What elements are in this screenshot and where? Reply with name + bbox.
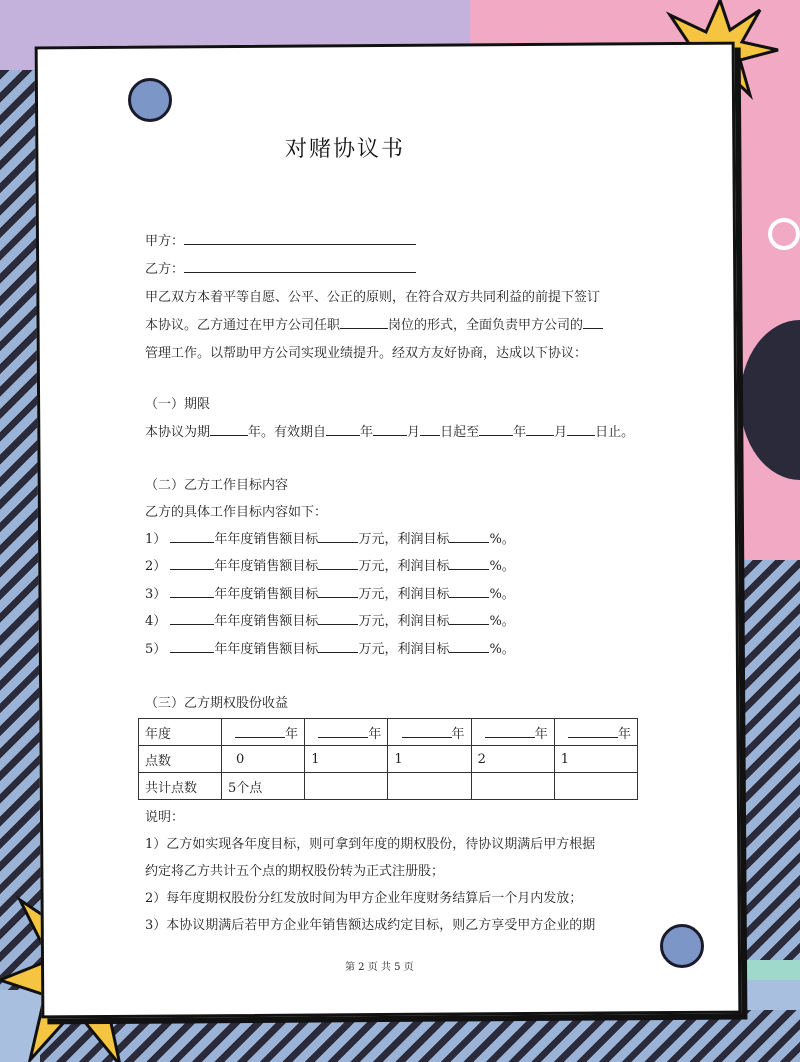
party-a-blank[interactable]	[184, 232, 416, 245]
note-line: 3）本协议期满后若甲方企业年销售额达成约定目标，则乙方享受甲方企业的期	[145, 918, 596, 933]
target-text: 年年度销售额目标	[214, 642, 319, 657]
table-cell: 0	[222, 746, 305, 773]
blank[interactable]	[479, 423, 513, 436]
target-text: 万元，利润目标	[358, 642, 450, 657]
table-cell	[388, 773, 471, 800]
target-num: 4）	[145, 614, 167, 629]
blank[interactable]	[526, 423, 554, 436]
profit-blank[interactable]	[449, 557, 489, 570]
target-text: 年年度销售额目标	[214, 532, 319, 547]
table-row	[139, 746, 638, 773]
note-line: 2）每年度期权股份分红发放时间为甲方企业年度财务结算后一个月内发放；	[145, 891, 583, 906]
blank[interactable]	[326, 423, 360, 436]
party-a-line	[145, 230, 416, 249]
term-text: 年	[360, 425, 374, 440]
table-cell: 1	[305, 746, 388, 773]
year-suffix: 年	[368, 726, 382, 742]
year-blank[interactable]	[568, 725, 618, 738]
note-line: 1）乙方如实现各年度目标，则可拿到年度的期权股份，待协议期满后甲方根据	[145, 837, 596, 852]
company-blank[interactable]	[583, 316, 603, 329]
targets-intro: 乙方的具体工作目标内容如下：	[145, 505, 328, 520]
year-blank[interactable]	[170, 585, 214, 598]
sales-blank[interactable]	[318, 557, 358, 570]
year-blank[interactable]	[485, 725, 535, 738]
term-text: 日起至	[440, 425, 480, 440]
year-blank[interactable]	[170, 640, 214, 653]
party-a-label: 甲方：	[145, 234, 185, 249]
blank[interactable]	[373, 423, 407, 436]
table-cell: 1	[388, 746, 471, 773]
year-blank[interactable]	[170, 557, 214, 570]
year-cell[interactable]	[388, 719, 471, 746]
year-cell[interactable]	[305, 719, 388, 746]
table-row	[139, 773, 638, 800]
target-text: %。	[489, 587, 515, 602]
section-heading-targets: （二）乙方工作目标内容	[145, 478, 289, 493]
target-text: %。	[489, 642, 515, 657]
target-text: 年年度销售额目标	[214, 614, 319, 629]
table-row	[139, 719, 638, 746]
table-cell: 年度	[139, 719, 222, 746]
sales-blank[interactable]	[318, 530, 358, 543]
pin-top-left	[128, 78, 172, 122]
target-text: 万元，利润目标	[358, 587, 450, 602]
target-num: 2）	[145, 559, 167, 574]
section-heading-equity: （三）乙方期权股份收益	[145, 696, 289, 711]
target-row	[145, 583, 515, 602]
table-cell: 1	[554, 746, 637, 773]
blank[interactable]	[420, 423, 440, 436]
blank[interactable]	[210, 423, 248, 436]
target-num: 1）	[145, 532, 167, 547]
intro-line-3: 管理工作。以帮助甲方公司实现业绩提升。经双方友好协商，达成以下协议：	[145, 346, 588, 361]
year-cell[interactable]	[222, 719, 305, 746]
profit-blank[interactable]	[449, 530, 489, 543]
term-text: 月	[554, 425, 568, 440]
term-text: 年。有效期自	[248, 425, 327, 440]
profit-blank[interactable]	[449, 612, 489, 625]
sales-blank[interactable]	[318, 585, 358, 598]
year-blank[interactable]	[235, 725, 285, 738]
intro-line-1: 甲乙双方本着平等自愿、公平、公正的原则，在符合双方共同利益的前提下签订	[145, 290, 601, 305]
term-line	[145, 421, 634, 440]
sales-blank[interactable]	[318, 640, 358, 653]
year-cell[interactable]	[554, 719, 637, 746]
party-b-blank[interactable]	[184, 260, 416, 273]
target-row	[145, 638, 515, 657]
table-cell: 共计点数	[139, 773, 222, 800]
target-text: %。	[489, 614, 515, 629]
party-b-line	[145, 258, 416, 277]
target-row	[145, 610, 515, 629]
intro-text: 岗位的形式，全面负责甲方公司的	[388, 318, 584, 333]
target-text: 万元，利润目标	[358, 559, 450, 574]
target-num: 5）	[145, 642, 167, 657]
blank[interactable]	[567, 423, 595, 436]
target-text: %。	[489, 559, 515, 574]
table-cell: 2	[471, 746, 554, 773]
year-blank[interactable]	[318, 725, 368, 738]
sales-blank[interactable]	[318, 612, 358, 625]
notes-heading: 说明：	[145, 810, 185, 825]
target-text: %。	[489, 532, 515, 547]
target-text: 年年度销售额目标	[214, 559, 319, 574]
year-suffix: 年	[285, 726, 299, 742]
target-text: 万元，利润目标	[358, 614, 450, 629]
term-text: 日止。	[595, 425, 635, 440]
target-row	[145, 528, 515, 547]
year-cell[interactable]	[471, 719, 554, 746]
section-heading-term: （一）期限	[145, 397, 211, 412]
table-cell	[305, 773, 388, 800]
equity-table	[138, 718, 638, 800]
target-num: 3）	[145, 587, 167, 602]
target-row	[145, 555, 515, 574]
table-cell: 5个点	[222, 773, 305, 800]
ring-deco	[768, 218, 800, 250]
table-cell	[471, 773, 554, 800]
document-title: 对赌协议书	[285, 137, 406, 162]
intro-line-2	[145, 314, 603, 333]
term-text: 年	[513, 425, 527, 440]
pin-bottom-right	[660, 924, 704, 968]
party-b-label: 乙方：	[145, 262, 185, 277]
year-blank[interactable]	[170, 530, 214, 543]
intro-text: 本协议。乙方通过在甲方公司任职	[145, 318, 341, 333]
year-suffix: 年	[534, 726, 548, 742]
year-suffix: 年	[617, 726, 631, 742]
target-text: 年年度销售额目标	[214, 587, 319, 602]
table-cell: 点数	[139, 746, 222, 773]
year-suffix: 年	[451, 726, 465, 742]
profit-blank[interactable]	[449, 585, 489, 598]
term-text: 本协议为期	[145, 425, 211, 440]
year-blank[interactable]	[402, 725, 452, 738]
profit-blank[interactable]	[449, 640, 489, 653]
term-text: 月	[407, 425, 421, 440]
note-line: 约定将乙方共计五个点的期权股份转为正式注册股；	[145, 864, 445, 879]
table-cell	[554, 773, 637, 800]
page-footer: 第 2 页 共 5 页	[345, 962, 414, 973]
target-text: 万元，利润目标	[358, 532, 450, 547]
position-blank[interactable]	[340, 316, 388, 329]
year-blank[interactable]	[170, 612, 214, 625]
